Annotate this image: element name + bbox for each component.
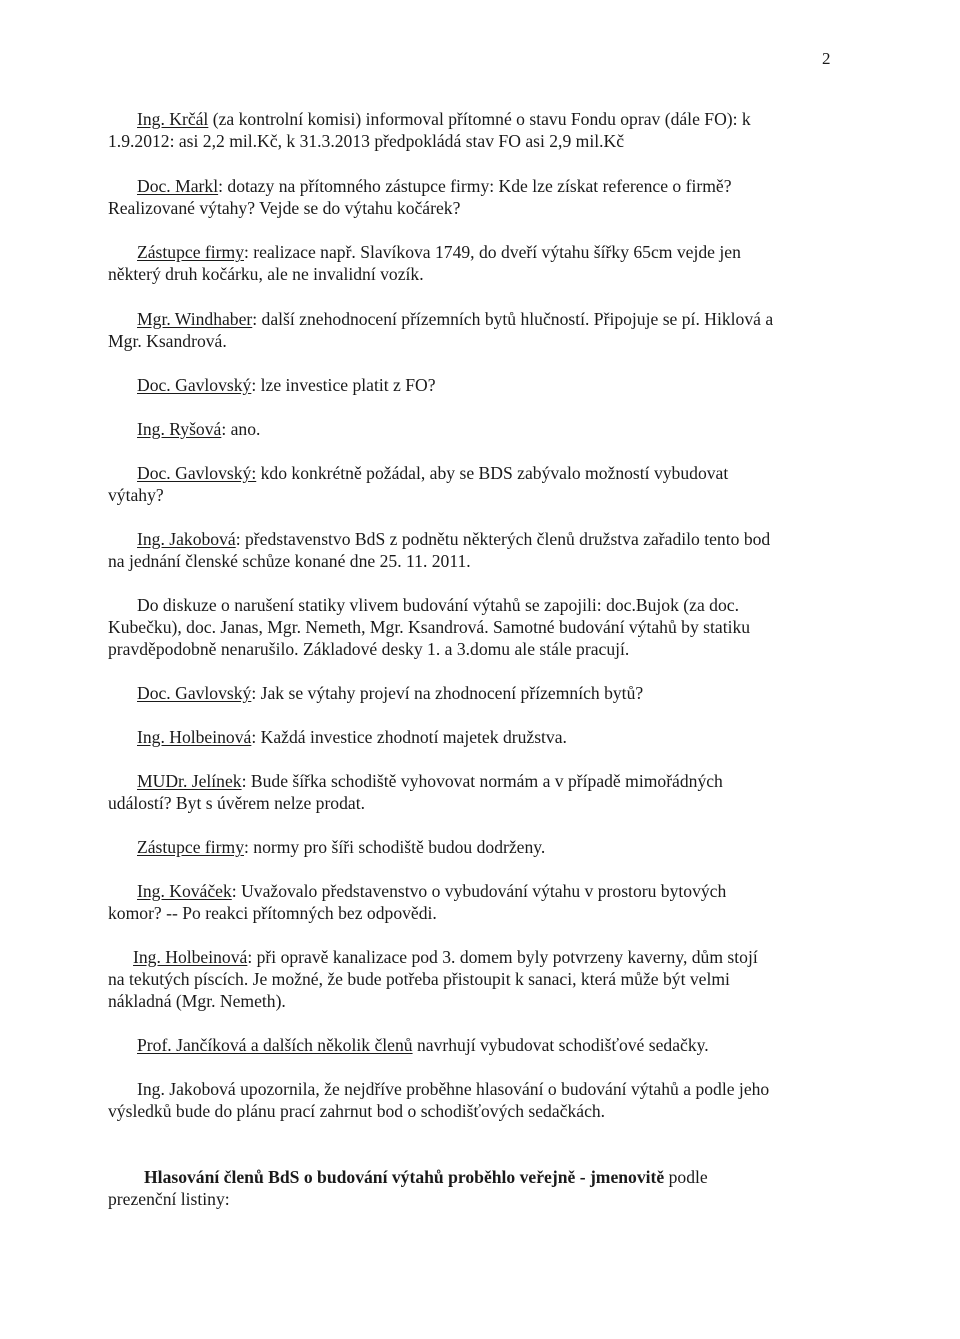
paragraph-rysova: Ing. Ryšová: ano. xyxy=(137,419,261,439)
paragraph-diskuze-statika: Do diskuze o narušení statiky vlivem budování výtahů se zapojili: doc.Bujok (za doc. Kubečku), doc. Janas, Mgr. Nemeth, Mgr. Ksandrová. Samotné budování výtahů by statiku pravděpodobně nenarušilo. Základové desky 1. a 3.domu ale stále pracují. xyxy=(108,595,751,659)
speaker-name: Ing. Ryšová xyxy=(137,419,222,439)
speaker-name: Prof. Jančíková a dalších několik členů xyxy=(137,1035,413,1055)
paragraph-gavlovsky-1: Doc. Gavlovský: lze investice platit z FO? xyxy=(137,375,436,395)
page-number: 2 xyxy=(822,49,831,68)
paragraph-jelinek: MUDr. Jelínek: Bude šířka schodiště vyhovovat normám a v případě mimořádných událostí? Byt s úvěrem nelze prodat. xyxy=(108,771,723,813)
speaker-name: Ing. Holbeinová xyxy=(137,727,252,747)
speaker-name: Doc. Markl xyxy=(137,176,219,196)
paragraph-markl: Doc. Markl: dotazy na přítomného zástupce firmy: Kde lze získat reference o firmě? Realizované výtahy? Vejde se do výtahu kočárek? xyxy=(108,176,732,218)
voting-heading: Hlasování členů BdS o budování výtahů proběhlo veřejně - jmenovitě xyxy=(144,1167,665,1187)
paragraph-kovacek: Ing. Kováček: Uvažovalo představenstvo o vybudování výtahu v prostoru bytových komor? -- Po reakci přítomných bez odpovědi. xyxy=(108,881,727,923)
speaker-name: Mgr. Windhaber xyxy=(137,309,253,329)
paragraph-windhaber: Mgr. Windhaber: další znehodnocení přízemních bytů hlučností. Připojuje se pí. Hiklová a Mgr. Ksandrová. xyxy=(108,309,774,351)
paragraph-hlasovani: Hlasování členů BdS o budování výtahů proběhlo veřejně - jmenovitě podle prezenční listiny: xyxy=(108,1167,708,1209)
speaker-name: Doc. Gavlovský xyxy=(137,375,252,395)
paragraph-jakobova-upozornila: Ing. Jakobová upozornila, že nejdříve proběhne hlasování o budování výtahů a podle jeho výsledků bude do plánu prací zahrnut bod o schodišťových sedačkách. xyxy=(108,1079,770,1121)
paragraph-krcal: Ing. Krčál (za kontrolní komisi) informoval přítomné o stavu Fondu oprav (dále FO): k 1.9.2012: asi 2,2 mil.Kč, k 31.3.2013 předpokládá stav FO asi 2,9 mil.Kč xyxy=(108,109,751,151)
speaker-name: Ing. Jakobová xyxy=(137,529,236,549)
speaker-name: Zástupce firmy xyxy=(137,242,244,262)
speaker-name: Ing. Holbeinová xyxy=(133,947,248,967)
paragraph-holbeinova-1: Ing. Holbeinová: Každá investice zhodnotí majetek družstva. xyxy=(137,727,567,747)
paragraph-gavlovsky-2: Doc. Gavlovský: kdo konkrétně požádal, aby se BDS zabývalo možností vybudovat výtahy? xyxy=(108,463,729,505)
speaker-name: Ing. Krčál xyxy=(137,109,209,129)
speaker-name: Doc. Gavlovský: xyxy=(137,463,257,483)
speaker-name: Zástupce firmy xyxy=(137,837,244,857)
paragraph-zastupce-firmy-2: Zástupce firmy: normy pro šíři schodiště budou dodrženy. xyxy=(137,837,546,857)
paragraph-zastupce-firmy-1: Zástupce firmy: realizace např. Slavíkova 1749, do dveří výtahu šířky 65cm vejde jen některý druh kočárku, ale ne invalidní vozík. xyxy=(108,242,741,284)
paragraph-jancikova: Prof. Jančíková a dalších několik členů navrhují vybudovat schodišťové sedačky. xyxy=(137,1035,709,1055)
paragraph-holbeinova-2: Ing. Holbeinová: při opravě kanalizace pod 3. domem byly potvrzeny kaverny, dům stojí na tekutých píscích. Je možné, že bude potřeba přistoupit k sanaci, která může být velmi nákladná (Mgr. Nemeth). xyxy=(108,947,758,1011)
paragraph-gavlovsky-3: Doc. Gavlovský: Jak se výtahy projeví na zhodnocení přízemních bytů? xyxy=(137,683,644,703)
speaker-name: MUDr. Jelínek xyxy=(137,771,242,791)
speaker-name: Ing. Kováček xyxy=(137,881,232,901)
paragraph-jakobova: Ing. Jakobová: představenstvo BdS z podnětu některých členů družstva zařadilo tento bod na jednání členské schůze konané dne 25. 11. 2011. xyxy=(108,529,771,571)
speaker-name: Doc. Gavlovský xyxy=(137,683,252,703)
